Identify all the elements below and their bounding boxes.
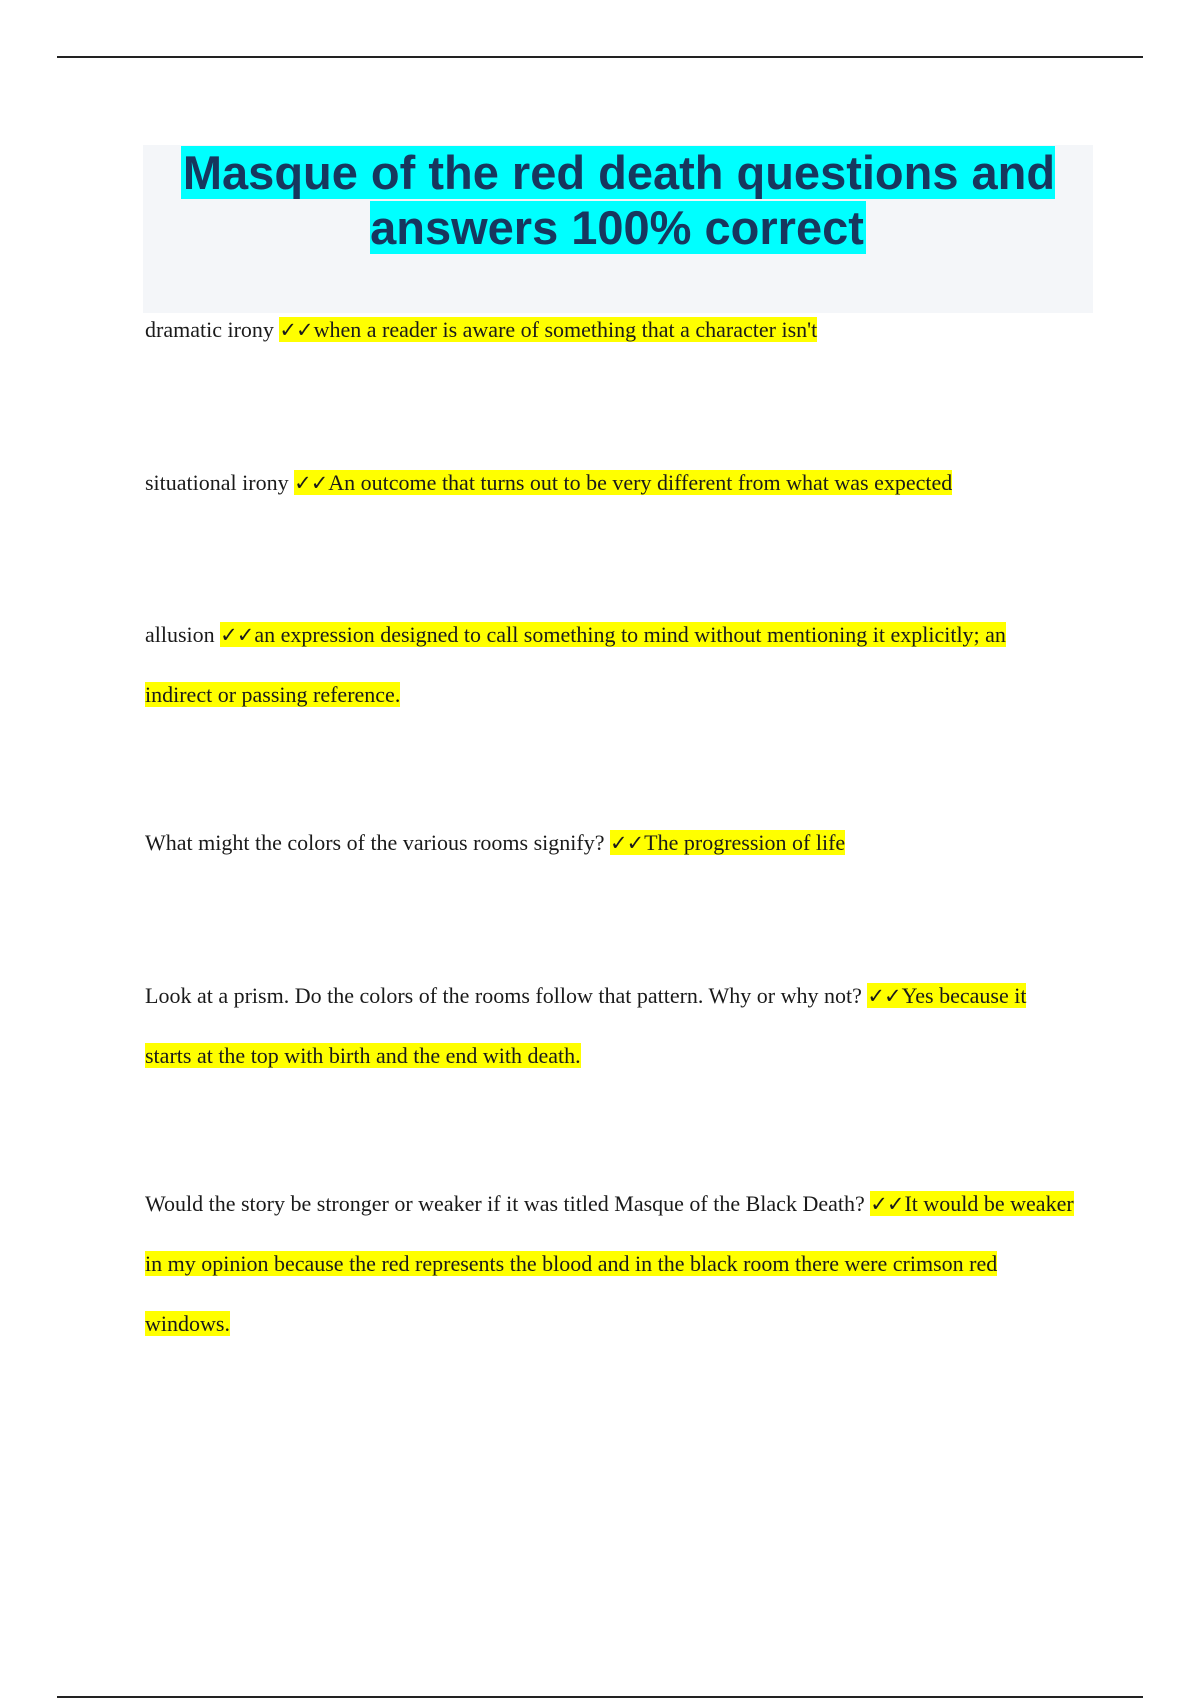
top-rule xyxy=(57,56,1143,58)
qa-term: Look at a prism. Do the colors of the rooms follow that pattern. Why or why not? xyxy=(145,983,862,1008)
qa-item-1 xyxy=(145,300,1075,360)
double-check-icon: ✓✓ xyxy=(609,831,644,855)
qa-term: Would the story be stronger or weaker if it was titled Masque of the Black Death? xyxy=(145,1191,865,1216)
title-box xyxy=(143,145,1093,313)
qa-answer-text: Yes because it starts at the top with birth and the end with death. xyxy=(145,983,1027,1068)
qa-item-6 xyxy=(145,1174,1075,1354)
page-title xyxy=(143,145,1093,255)
qa-answer-text: when a reader is aware of something that a character isn't xyxy=(313,317,818,342)
qa-item-5 xyxy=(145,966,1075,1086)
double-check-icon: ✓✓ xyxy=(867,984,901,1008)
qa-item-2 xyxy=(145,453,1075,513)
qa-answer-text: an expression designed to call something to mind without mentioning it explicitly; an indirect or passing reference. xyxy=(145,622,1006,707)
qa-answer xyxy=(145,622,1006,707)
qa-term: What might the colors of the various rooms signify? xyxy=(145,830,605,855)
double-check-icon: ✓✓ xyxy=(279,318,313,342)
page-title-text: Masque of the red death questions and answers 100% correct xyxy=(182,146,1056,254)
qa-term: situational irony xyxy=(145,470,289,495)
qa-term: allusion xyxy=(145,622,215,647)
qa-answer xyxy=(279,317,817,342)
bottom-rule xyxy=(57,1696,1143,1698)
qa-answer-text: It would be weaker in my opinion because the red represents the blood and in the black room there were crimson red windows. xyxy=(145,1191,1074,1336)
qa-item-4 xyxy=(145,813,1075,873)
double-check-icon: ✓✓ xyxy=(294,471,328,495)
qa-answer-text: An outcome that turns out to be very different from what was expected xyxy=(328,470,953,495)
qa-term: dramatic irony xyxy=(145,317,274,342)
qa-answer xyxy=(294,470,952,495)
double-check-icon: ✓✓ xyxy=(220,623,254,647)
qa-answer-text: The progression of life xyxy=(644,830,846,855)
double-check-icon: ✓✓ xyxy=(870,1192,904,1216)
qa-answer xyxy=(610,830,845,855)
qa-item-3 xyxy=(145,605,1075,725)
